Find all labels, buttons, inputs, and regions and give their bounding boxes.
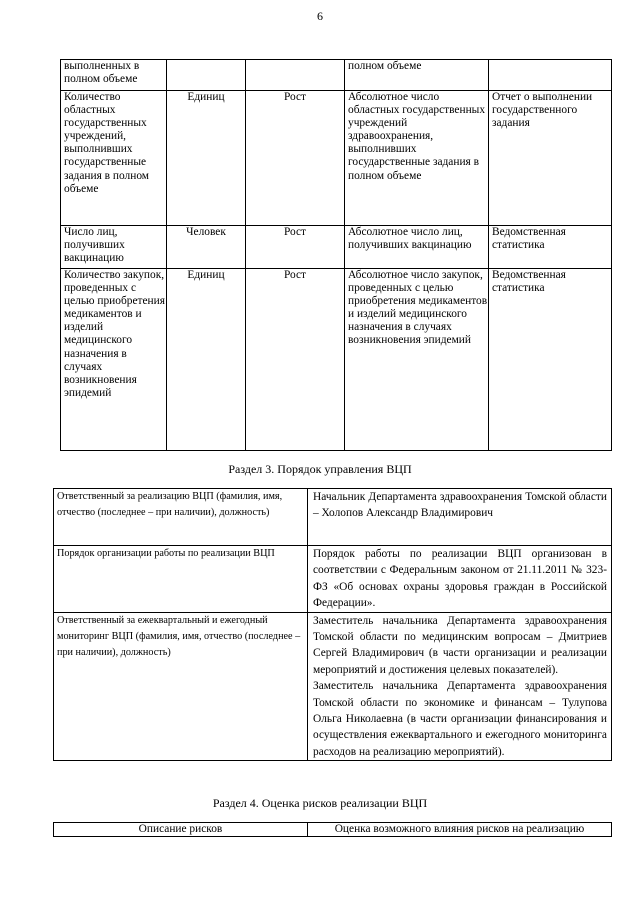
management-label: Порядок организации работы по реализации ВЦП [54, 546, 308, 613]
indicator-trend [246, 60, 345, 91]
indicator-unit: Единиц [167, 91, 246, 226]
indicator-name: Количество областных государственных учреждений, выполнивших государственные задания в полном объеме [61, 91, 167, 226]
indicator-method: Абсолютное число лиц, получивших вакцинацию [345, 226, 489, 269]
indicator-name: выполненных в полном объеме [61, 60, 167, 91]
management-table [53, 488, 612, 761]
table-row [61, 269, 612, 451]
risks-table [53, 822, 612, 837]
table-row [54, 546, 612, 613]
page-number: 6 [317, 9, 323, 23]
indicator-unit: Человек [167, 226, 246, 269]
section3-title: Раздел 3. Порядок управления ВЦП [228, 462, 412, 476]
indicator-unit: Единиц [167, 269, 246, 451]
indicator-source: Отчет о выполнении государственного задания [489, 91, 612, 226]
indicator-method: Абсолютное число закупок, проведенных с целью приобретения медикаментов и изделий медицинского назначения в случаях возникновения эпидемий [345, 269, 489, 451]
indicator-name: Число лиц, получивших вакцинацию [61, 226, 167, 269]
management-label: Ответственный за реализацию ВЦП (фамилия, имя, отчество (последнее – при наличии), должность) [54, 489, 308, 546]
management-label: Ответственный за ежеквартальный и ежегодный мониторинг ВЦП (фамилия, имя, отчество (последнее – при наличии), должность) [54, 612, 308, 761]
indicator-trend: Рост [246, 226, 345, 269]
indicator-source: Ведомственная статистика [489, 269, 612, 451]
table-row [54, 823, 612, 837]
indicator-trend: Рост [246, 91, 345, 226]
table-row [54, 489, 612, 546]
section4-title: Раздел 4. Оценка рисков реализации ВЦП [212, 796, 428, 810]
table-row [61, 91, 612, 226]
indicator-source [489, 60, 612, 91]
table-row [61, 226, 612, 269]
table-row [54, 612, 612, 761]
indicator-trend: Рост [246, 269, 345, 451]
management-value: Начальник Департамента здравоохранения Томской области – Холопов Александр Владимирович [308, 489, 612, 546]
risks-header-impact: Оценка возможного влияния рисков на реализацию [308, 823, 612, 837]
indicator-unit [167, 60, 246, 91]
table-row [61, 60, 612, 91]
monitoring-deputy-finance: Заместитель начальника Департамента здравоохранения Томской области по экономике и финансам – Тулупова Ольга Николаевна (в части организации финансирования и осуществления ежеквартального и ежегодного мониторинга расходов на реализацию мероприятий). [313, 680, 607, 758]
management-value [308, 612, 612, 761]
monitoring-deputy-medical: Заместитель начальника Департамента здравоохранения Томской области по медицинским вопросам – Дмитриев Сергей Владимирович (в части организации и реализации мероприятий и достижения целевых показателей). [313, 614, 607, 676]
indicator-method: Абсолютное число областных государственных учреждений здравоохранения, выполнивших государственные задания в полном объеме [345, 91, 489, 226]
indicator-method: полном объеме [345, 60, 489, 91]
risks-header-description: Описание рисков [54, 823, 308, 837]
indicator-table [60, 59, 612, 451]
indicator-source: Ведомственная статистика [489, 226, 612, 269]
indicator-name: Количество закупок, проведенных с целью приобретения медикаментов и изделий медицинского назначения в случаях возникновения эпидемий [61, 269, 167, 451]
management-value: Порядок работы по реализации ВЦП организован в соответствии с Федеральным законом от 21.11.2011 № 323-ФЗ «Об основах охраны здоровья граждан в Российской Федерации». [308, 546, 612, 613]
